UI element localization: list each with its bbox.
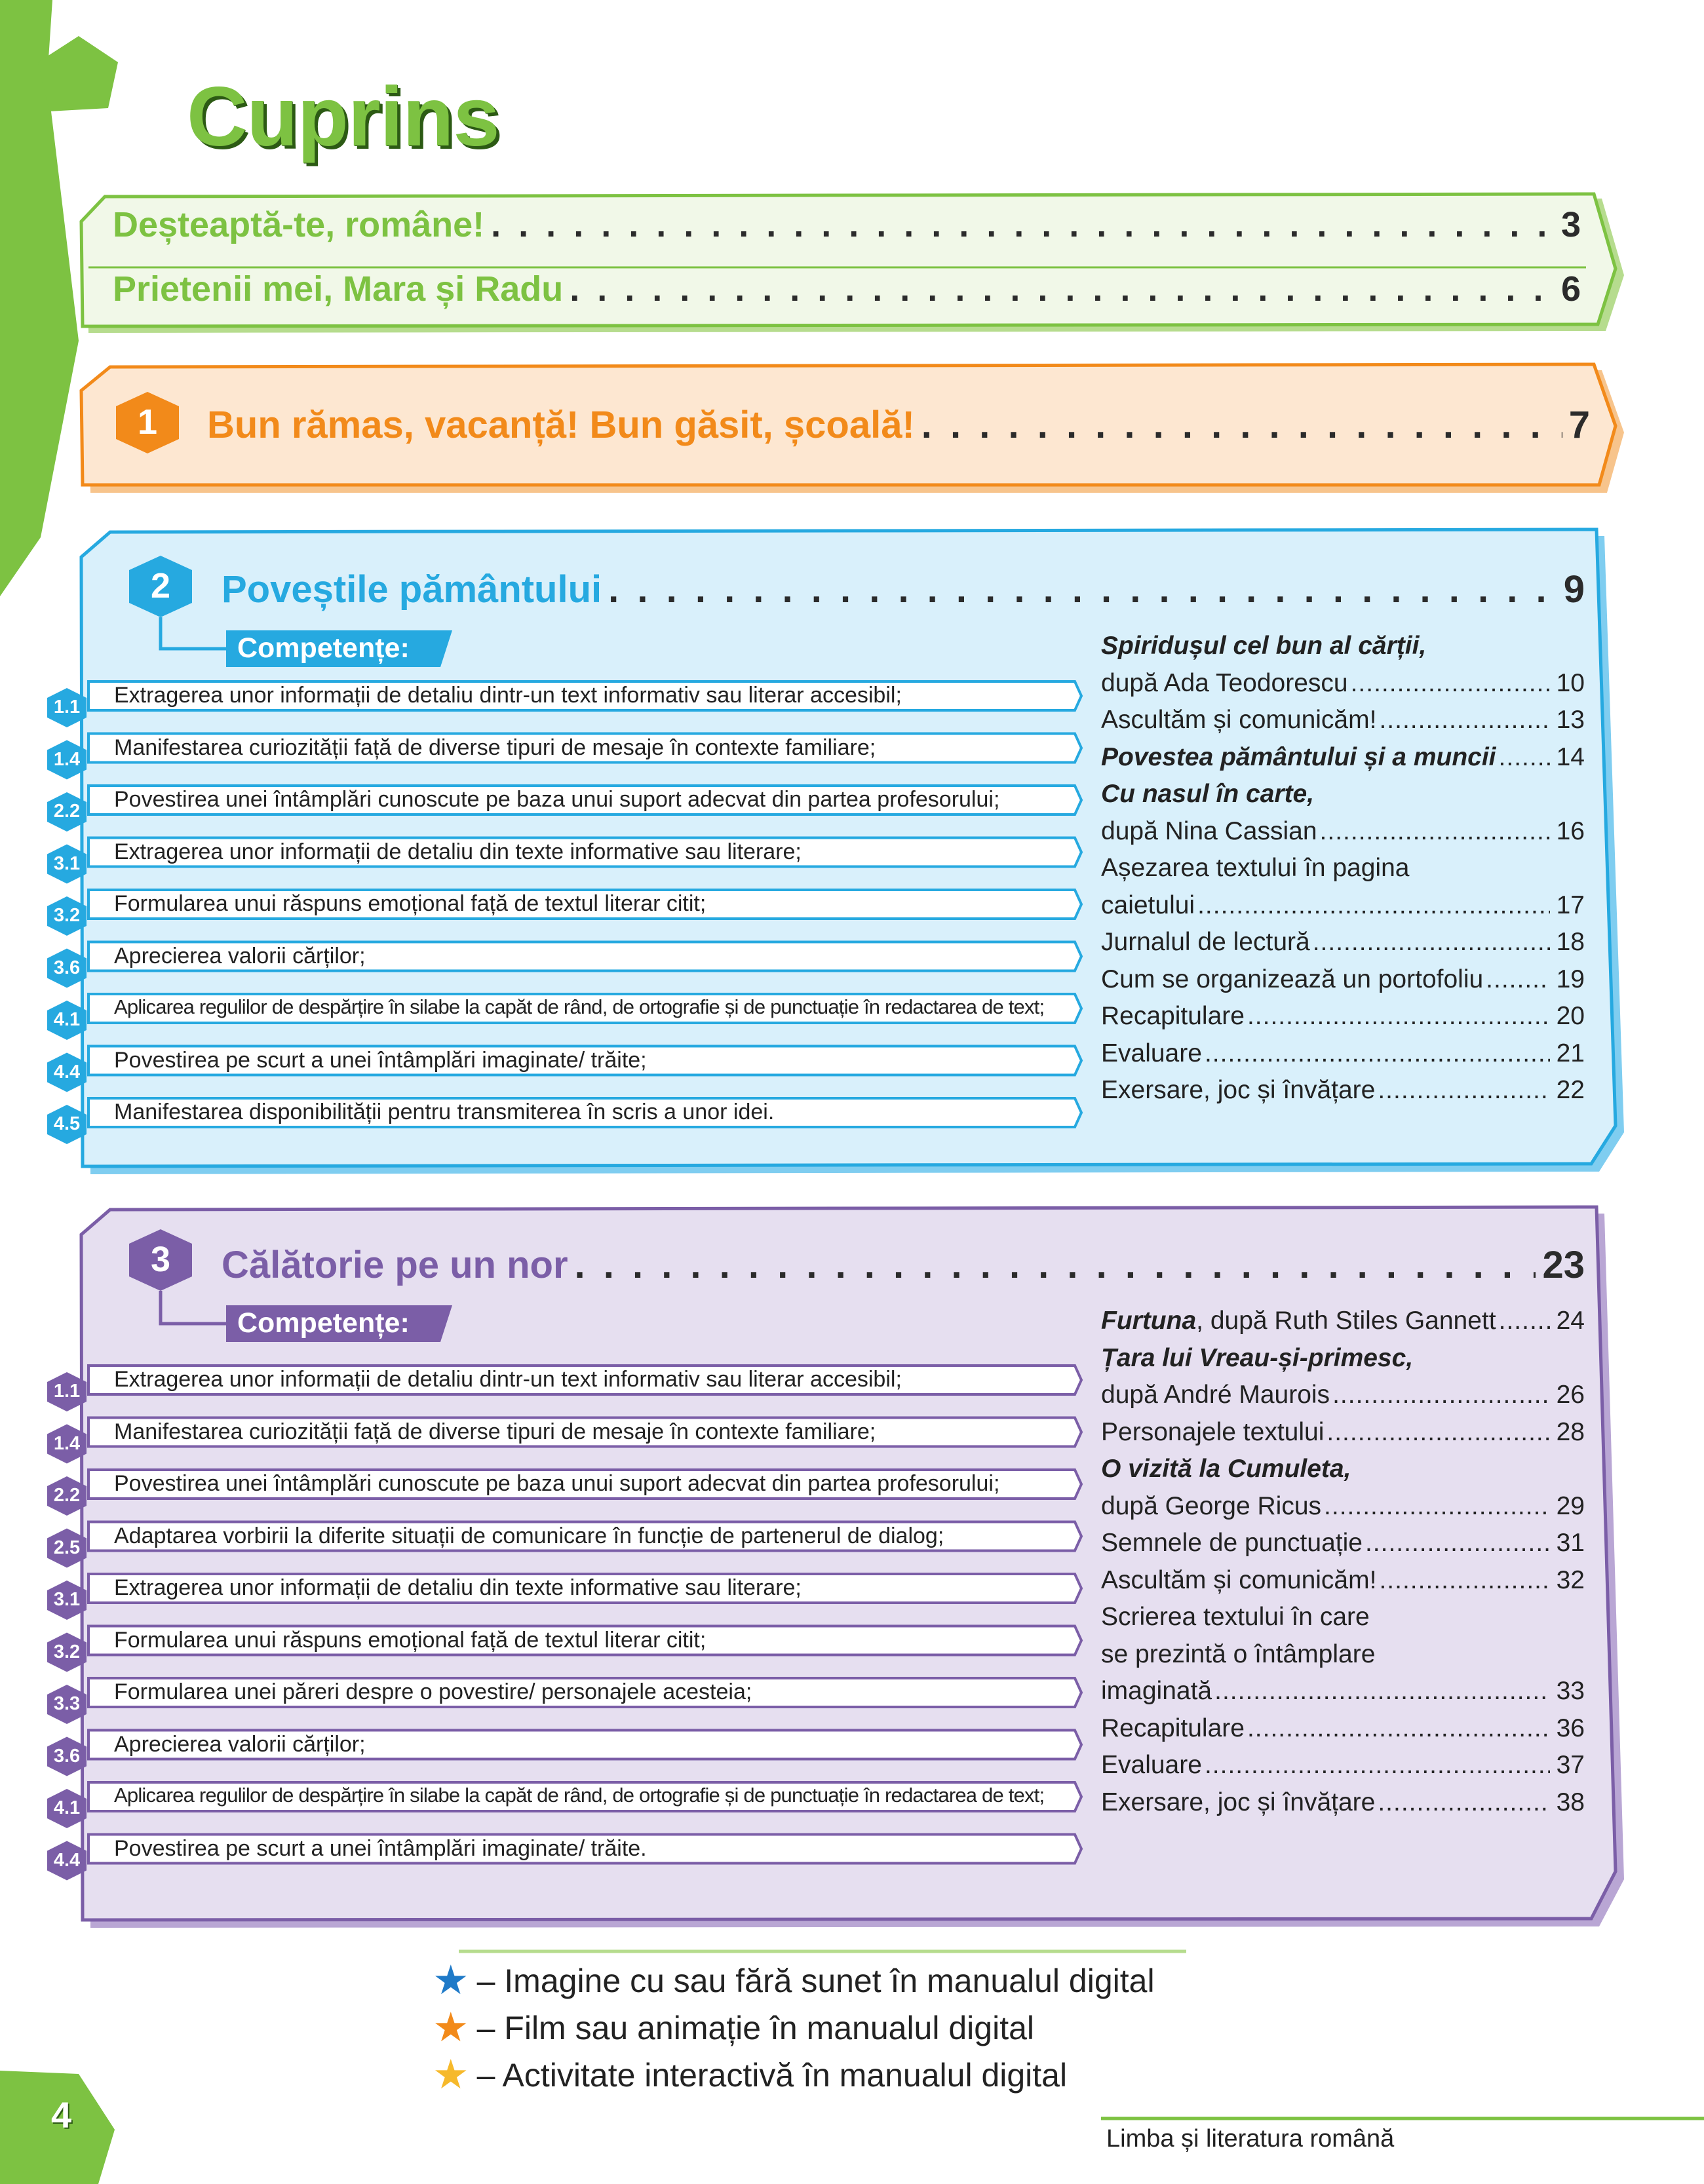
lesson-entry[interactable]: [1101, 780, 1585, 817]
lesson-entry[interactable]: [1101, 1529, 1585, 1566]
toc-entry-label: Prietenii mei, Mara și Radu: [113, 269, 564, 309]
unit3-number: 3: [150, 1240, 171, 1279]
lesson-title: după Ada Teodorescu: [1101, 668, 1348, 697]
lesson-title: Evaluare: [1101, 1751, 1202, 1779]
unit1-title: Bun rămas, vacanță! Bun găsit, școală!: [207, 404, 915, 446]
unit3-page: 23: [1542, 1244, 1585, 1286]
lesson-entry[interactable]: [1101, 854, 1585, 891]
lesson-page: 10: [1556, 668, 1585, 697]
competence-code: 2.5: [53, 1537, 81, 1558]
competence-code: 3.6: [53, 957, 81, 978]
lesson-title: după André Maurois: [1101, 1381, 1330, 1409]
lesson-entry[interactable]: [1101, 1076, 1585, 1113]
lesson-entry[interactable]: [1101, 1344, 1585, 1381]
lesson-title: Cu nasul în carte,: [1101, 780, 1315, 808]
lesson-page: 33: [1556, 1677, 1585, 1705]
unit2-page: 9: [1563, 568, 1585, 611]
lesson-entry[interactable]: [1101, 928, 1585, 965]
competence-text: Povestirea unei întâmplări cunoscute pe baza unui suport adecvat din partea profesorului;: [114, 1471, 1000, 1496]
unit2-lesson-list: [1101, 632, 1585, 1113]
lesson-entry[interactable]: [1101, 817, 1585, 854]
toc-entry-intro-2[interactable]: [113, 269, 1581, 309]
lesson-entry[interactable]: [1101, 1677, 1585, 1714]
competence-code: 4.1: [53, 1797, 81, 1818]
lesson-title: Evaluare: [1101, 1039, 1202, 1067]
competence-code: 1.1: [53, 1381, 81, 1402]
competence-code: 4.4: [53, 1849, 81, 1871]
competence-text: Formularea unui răspuns emoțional față de textul literar citit;: [114, 891, 707, 916]
lesson-entry[interactable]: [1101, 1418, 1585, 1455]
competence-text: Povestirea pe scurt a unei întâmplări imaginate/ trăite;: [114, 1047, 647, 1073]
competence-code: 3.1: [53, 853, 81, 874]
unit2-number: 2: [150, 566, 171, 605]
lesson-page: 20: [1556, 1002, 1585, 1030]
lesson-title: Personajele textului: [1101, 1417, 1325, 1446]
competence-text: Extragerea unor informații de detaliu din texte informative sau literare;: [114, 1575, 802, 1600]
toc-entry-page: 3: [1560, 205, 1581, 244]
star-yellow-icon: ★: [433, 2052, 469, 2098]
lesson-entry[interactable]: [1101, 891, 1585, 929]
competence-code: 4.1: [53, 1009, 81, 1030]
competence-code: 3.2: [53, 1641, 81, 1662]
lesson-title: Ascultăm și comunicăm!: [1101, 706, 1377, 734]
competence-code: 2.2: [53, 1485, 81, 1506]
lesson-page: 36: [1556, 1714, 1585, 1742]
unit2-heading[interactable]: [222, 567, 1585, 611]
lesson-entry[interactable]: [1101, 1307, 1585, 1344]
lesson-title: după Nina Cassian: [1101, 816, 1317, 845]
competence-code: 3.6: [53, 1745, 81, 1767]
page-number: 4: [51, 2094, 72, 2136]
lesson-entry[interactable]: [1101, 1714, 1585, 1752]
competence-text: Extragerea unor informații de detaliu dintr-un text informativ sau literar accesibil;: [114, 683, 902, 708]
competence-code: 1.4: [53, 1432, 81, 1454]
competence-code: 3.2: [53, 905, 81, 926]
lesson-page: 17: [1556, 891, 1585, 919]
legend-item-image: [433, 1958, 1155, 2003]
competence-text: Aprecierea valorii cărților;: [114, 1731, 366, 1757]
lesson-title: O vizită la Cumuleta,: [1101, 1455, 1351, 1483]
competence-code: 4.4: [53, 1061, 81, 1082]
lesson-page: 22: [1556, 1076, 1585, 1104]
lesson-title-rest: , după Ruth Stiles Gannett: [1196, 1307, 1496, 1335]
lesson-entry[interactable]: [1101, 1603, 1585, 1640]
lesson-title: Exersare, joc și învățare: [1101, 1788, 1376, 1816]
lesson-entry[interactable]: [1101, 743, 1585, 780]
lesson-entry[interactable]: [1101, 1002, 1585, 1039]
competence-text: Adaptarea vorbirii la diferite situații de comunicare în funcție de partenerul de dialog;: [114, 1523, 944, 1548]
lesson-entry[interactable]: [1101, 1381, 1585, 1418]
lesson-page: 21: [1556, 1039, 1585, 1067]
lesson-page: 24: [1556, 1307, 1585, 1335]
competence-code: 1.1: [53, 697, 81, 718]
lesson-page: 32: [1556, 1565, 1585, 1594]
competence-text: Aprecierea valorii cărților;: [114, 943, 366, 968]
lesson-title: Țara lui Vreau-și-primesc,: [1101, 1343, 1414, 1372]
lesson-page: 37: [1556, 1751, 1585, 1779]
lesson-entry[interactable]: [1101, 669, 1585, 706]
competence-text: Povestirea pe scurt a unei întâmplări imaginate/ trăite.: [114, 1835, 647, 1861]
unit3-lesson-list: [1101, 1307, 1585, 1825]
star-orange-icon: ★: [433, 2005, 469, 2050]
lesson-entry[interactable]: [1101, 632, 1585, 669]
competence-text: Aplicarea regulilor de despărțire în silabe la capăt de rând, de ortografie și de punctuație în redactarea de text;: [114, 1784, 1045, 1807]
legend-text: – Activitate interactivă în manualul digital: [476, 2057, 1068, 2094]
lesson-title: Scrierea textului în care: [1101, 1603, 1370, 1631]
lesson-page: 16: [1556, 816, 1585, 845]
lesson-page: 29: [1556, 1491, 1585, 1520]
competence-code: 3.1: [53, 1589, 81, 1610]
lesson-page: 14: [1556, 742, 1585, 771]
lesson-title: Spiridușul cel bun al cărții,: [1101, 632, 1427, 660]
lesson-title: după George Ricus: [1101, 1491, 1322, 1520]
lesson-title: Recapitulare: [1101, 1714, 1245, 1742]
competence-text: Manifestarea disponibilității pentru transmiterea în scris a unor idei.: [114, 1100, 775, 1124]
competence-text: Aplicarea regulilor de despărțire în silabe la capăt de rând, de ortografie și de punctuație în redactarea de text;: [114, 995, 1045, 1018]
lesson-page: 28: [1556, 1417, 1585, 1446]
lesson-page: 38: [1556, 1788, 1585, 1816]
toc-entry-label: Deșteaptă-te, române!: [113, 205, 485, 244]
lesson-entry[interactable]: [1101, 1039, 1585, 1077]
legend-text: – Film sau animație în manualul digital: [476, 2010, 1035, 2046]
lesson-title: Jurnalul de lectură: [1101, 928, 1310, 956]
lesson-entry[interactable]: [1101, 1788, 1585, 1826]
lesson-title: Exersare, joc și învățare: [1101, 1076, 1376, 1104]
footer-title: Limba și literatura română: [1106, 2125, 1395, 2153]
lesson-title: Recapitulare: [1101, 1002, 1245, 1030]
star-blue-icon: ★: [433, 1958, 469, 2003]
competence-text: Formularea unui răspuns emoțional față de textul literar citit;: [114, 1627, 707, 1653]
lesson-title: Așezarea textului în pagina: [1101, 854, 1410, 882]
lesson-title: Semnele de punctuație: [1101, 1529, 1363, 1557]
lesson-page: 18: [1556, 928, 1585, 956]
lesson-page: 26: [1556, 1381, 1585, 1409]
lesson-title: imaginată: [1101, 1677, 1212, 1705]
unit2-competente-label: Competențe:: [237, 632, 410, 664]
competence-text: Povestirea unei întâmplări cunoscute pe baza unui suport adecvat din partea profesorului;: [114, 787, 1000, 812]
lesson-title-italic: Furtuna: [1101, 1307, 1197, 1335]
lesson-entry[interactable]: [1101, 965, 1585, 1003]
competence-code: 2.2: [53, 801, 81, 822]
lesson-title: Povestea pământului și a muncii: [1101, 742, 1496, 771]
lesson-title: Cum se organizează un portofoliu: [1101, 965, 1484, 993]
unit1-page: 7: [1568, 404, 1590, 446]
legend-item-film: [433, 2005, 1035, 2050]
lesson-title: Ascultăm și comunicăm!: [1101, 1565, 1377, 1594]
unit3-title: Călătorie pe un nor: [222, 1244, 568, 1286]
competence-code: 1.4: [53, 748, 81, 770]
toc-entry-page: 6: [1560, 269, 1581, 309]
unit1-number: 1: [137, 402, 158, 442]
lesson-entry[interactable]: [1101, 1492, 1585, 1529]
lesson-entry[interactable]: [1101, 1566, 1585, 1603]
competence-text: Formularea unei păreri despre o povestire/ personajele acesteia;: [114, 1679, 752, 1704]
toc-entry-intro-1[interactable]: [113, 204, 1581, 245]
page-title: Cuprins: [187, 70, 499, 164]
legend-item-interactive: [433, 2052, 1068, 2098]
competence-code: 3.3: [53, 1693, 81, 1714]
pentagon-accent: [38, 36, 118, 111]
lesson-title: se prezintă o întâmplare: [1101, 1639, 1376, 1668]
lesson-title: [1101, 1307, 1496, 1335]
unit1-heading[interactable]: [207, 403, 1590, 447]
lesson-page: 13: [1556, 706, 1585, 734]
unit2-title: Poveștile pământului: [222, 568, 602, 611]
unit3-heading[interactable]: [222, 1243, 1585, 1287]
legend-text: – Imagine cu sau fără sunet în manualul digital: [476, 1963, 1155, 1999]
lesson-page: 19: [1556, 965, 1585, 993]
competence-text: Manifestarea curiozității față de diverse tipuri de mesaje în contexte familiare;: [114, 1419, 876, 1444]
competence-text: Manifestarea curiozității față de diverse tipuri de mesaje în contexte familiare;: [114, 735, 876, 760]
unit3-competente-label: Competențe:: [237, 1307, 410, 1339]
lesson-entry[interactable]: [1101, 1640, 1585, 1677]
lesson-entry[interactable]: [1101, 1751, 1585, 1788]
lesson-title: caietului: [1101, 891, 1195, 919]
competence-text: Extragerea unor informații de detaliu dintr-un text informativ sau literar accesibil;: [114, 1367, 902, 1392]
lesson-entry[interactable]: [1101, 706, 1585, 743]
lesson-page: 31: [1556, 1529, 1585, 1557]
lesson-entry[interactable]: [1101, 1455, 1585, 1492]
competence-text: Extragerea unor informații de detaliu din texte informative sau literare;: [114, 839, 802, 864]
competence-code: 4.5: [53, 1113, 81, 1134]
